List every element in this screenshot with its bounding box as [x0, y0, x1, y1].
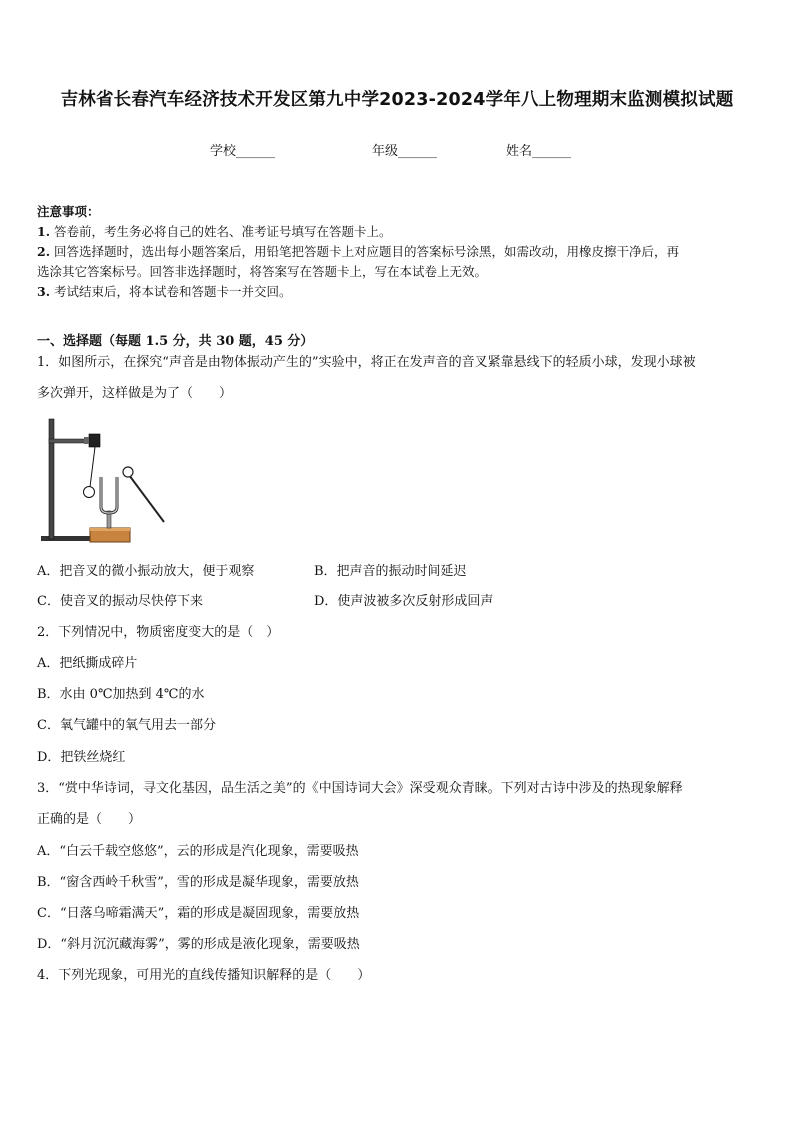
stand-rod	[49, 419, 54, 539]
grade-label: 年级	[372, 144, 399, 159]
clamp	[89, 434, 100, 447]
q1-option-b: B．把声音的振动时间延迟	[314, 564, 467, 579]
notice-item-1	[37, 222, 757, 242]
q2-option-c: C．氧气罐中的氧气用去一部分	[37, 718, 216, 733]
question-3-line-1: 3．“赏中华诗词，寻文化基因，品生活之美”的《中国诗词大会》深受观众青睐。下列对古诗中涉及的热现象解释	[37, 781, 683, 796]
question-1-line-2: 多次弹开，这样做是为了（ ）	[37, 386, 233, 401]
notice-block	[37, 202, 757, 302]
q2-option-b: B．水由 0℃加热到 4℃的水	[37, 687, 205, 702]
question-4-line-1: 4．下列光现象，可用光的直线传播知识解释的是（ ）	[37, 968, 371, 983]
ball	[84, 487, 95, 498]
q2-option-d: D．把铁丝烧红	[37, 750, 126, 765]
q3-option-c: C．“日落乌啼霜满天”，霜的形成是凝固现象，需要放热	[37, 906, 360, 921]
tuning-fork-diagram	[37, 415, 172, 550]
notice-item-2-cont: 选涂其它答案标号。回答非选择题时，将答案写在答题卡上，写在本试卷上无效。	[37, 264, 488, 279]
notice-item-2	[37, 242, 757, 262]
grade-field	[372, 140, 437, 159]
question-2-line-1: 2．下列情况中，物质密度变大的是（ ）	[37, 625, 280, 640]
q3-option-a: A．“白云千载空悠悠”，云的形成是汽化现象，需要吸热	[37, 844, 359, 859]
q2-option-a: A．把纸撕成碎片	[37, 656, 138, 671]
page-title: 吉林省长春汽车经济技术开发区第九中学2023-2024学年八上物理期末监测模拟试题	[60, 90, 734, 110]
q1-option-d: D．使声波被多次反射形成回声	[314, 594, 494, 609]
section-title: 一、选择题（每题 1.5 分，共 30 题，45 分）	[37, 334, 314, 349]
wooden-box-top	[90, 528, 130, 531]
q1-option-a: A．把音叉的微小振动放大，便于观察	[37, 564, 255, 579]
name-label: 姓名	[506, 144, 533, 159]
grade-blank: ______	[398, 144, 438, 159]
school-label: 学校	[210, 144, 237, 159]
school-field	[210, 140, 275, 159]
fork-tines	[101, 477, 117, 513]
question-1-line-1: 1．如图所示，在探究“声音是由物体振动产生的”实验中，将正在发声音的音叉紧靠悬线下的轻质小球，发现小球被	[37, 355, 696, 370]
school-blank: ______	[236, 144, 276, 159]
name-field	[506, 140, 571, 159]
question-3-line-2: 正确的是（ ）	[37, 812, 142, 827]
notice-heading: 注意事项：	[37, 204, 100, 219]
q1-option-c: C．使音叉的振动尽快停下来	[37, 594, 203, 609]
q3-option-d: D．“斜月沉沉藏海雾”，雾的形成是液化现象，需要吸热	[37, 937, 360, 952]
mallet-head	[123, 467, 133, 477]
notice-item-2-text-1: 回答选择题时，选出每小题答案后，用铅笔把答题卡上对应题目的答案标号涂黑，如需改动，用橡皮擦干净后，再	[54, 244, 680, 259]
name-blank: ______	[532, 144, 572, 159]
notice-item-1-num: 1.	[37, 224, 51, 239]
mallet-handle	[129, 475, 164, 522]
notice-item-3-text: 考试结束后，将本试卷和答题卡一并交回。	[54, 284, 292, 299]
notice-item-1-text: 答卷前，考生务必将自己的姓名、准考证号填写在答题卡上。	[54, 224, 392, 239]
tuning-fork-figure	[37, 415, 172, 550]
fork-tines-highlight	[101, 477, 117, 513]
clamp-screw	[84, 437, 89, 444]
q3-option-b: B．“窗含西岭千秋雪”，雪的形成是凝华现象，需要放热	[37, 875, 359, 890]
notice-item-3-num: 3.	[37, 284, 51, 299]
notice-item-3	[37, 282, 757, 302]
thread	[90, 447, 95, 487]
notice-item-2-num: 2.	[37, 244, 51, 259]
